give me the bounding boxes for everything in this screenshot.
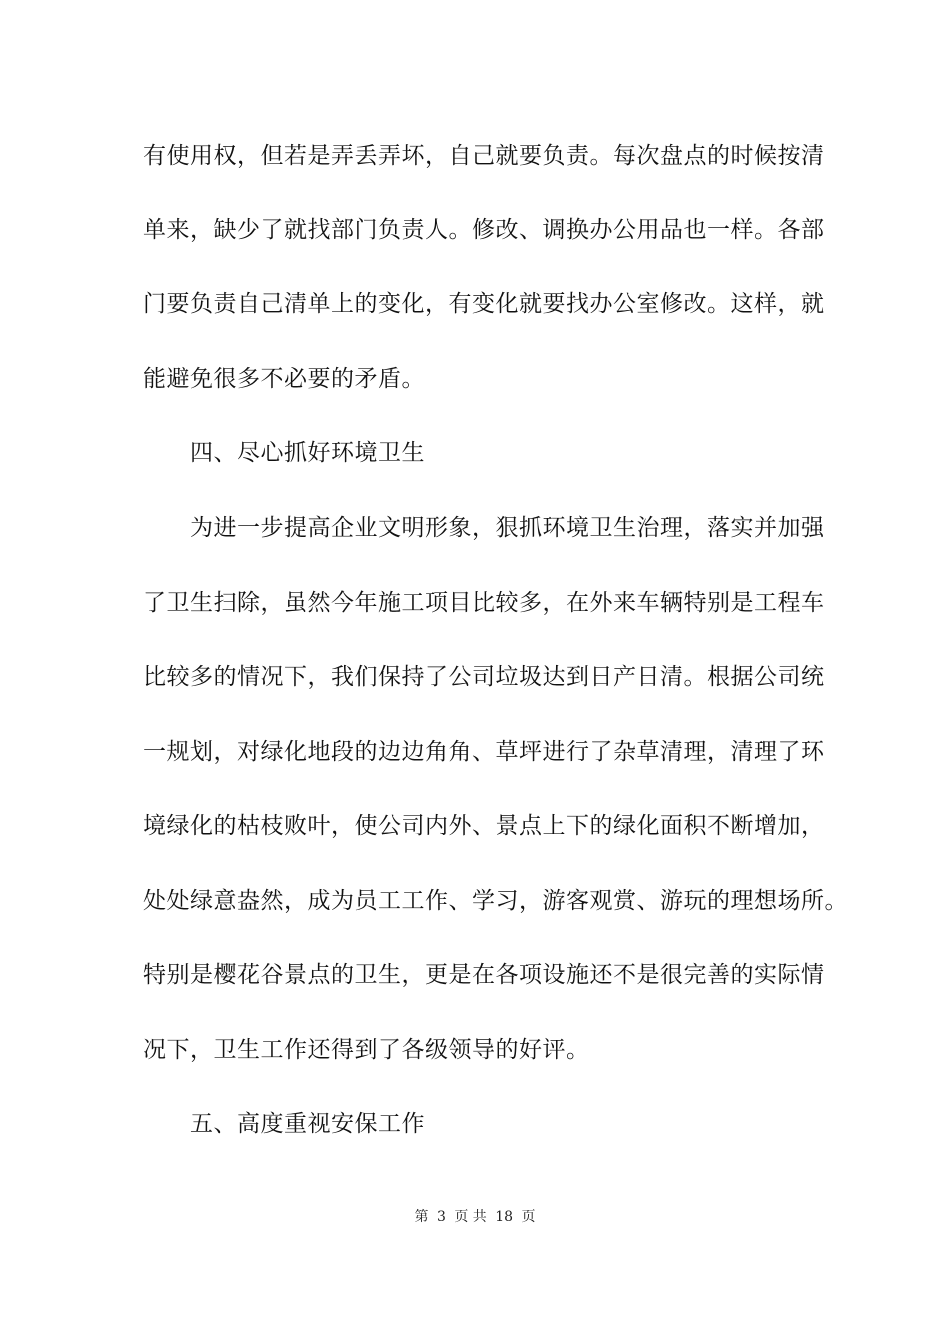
page-footer (0, 1208, 950, 1226)
body-text-line: 为进一步提高企业文明形象，狠抓环境卫生治理，落实并加强 (190, 515, 825, 541)
body-text-line: 特别是樱花谷景点的卫生，更是在各项设施还不是很完善的实际情 (143, 962, 825, 988)
body-text-line: 单来，缺少了就找部门负责人。修改、调换办公用品也一样。各部 (143, 217, 825, 243)
footer-page-number: 3 (436, 1209, 446, 1225)
body-text-line: 能避免很多不必要的矛盾。 (143, 366, 425, 392)
body-text-line: 一规划，对绿化地段的边边角角、草坪进行了杂草清理，清理了环 (143, 739, 825, 765)
footer-total-pages: 18 (495, 1209, 514, 1225)
body-text-line: 境绿化的枯枝败叶，使公司内外、景点上下的绿化面积不断增加， (143, 813, 825, 839)
body-text-line: 况下，卫生工作还得到了各级领导的好评。 (143, 1037, 590, 1063)
body-text-line: 比较多的情况下，我们保持了公司垃圾达到日产日清。根据公司统 (143, 664, 825, 690)
footer-prefix: 第 (414, 1209, 429, 1225)
body-text-line: 了卫生扫除，虽然今年施工项目比较多，在外来车辆特别是工程车 (143, 590, 825, 616)
footer-suffix: 页 (521, 1209, 536, 1225)
section-heading: 五、高度重视安保工作 (190, 1111, 425, 1137)
section-heading: 四、尽心抓好环境卫生 (190, 440, 425, 466)
footer-middle: 页 共 (454, 1209, 487, 1225)
body-text-line: 有使用权，但若是弄丢弄坏，自己就要负责。每次盘点的时候按清 (143, 143, 825, 169)
body-text-line: 处处绿意盎然，成为员工工作、学习，游客观赏、游玩的理想场所。 (143, 888, 848, 914)
body-text-line: 门要负责自己清单上的变化，有变化就要找办公室修改。这样，就 (143, 291, 825, 317)
